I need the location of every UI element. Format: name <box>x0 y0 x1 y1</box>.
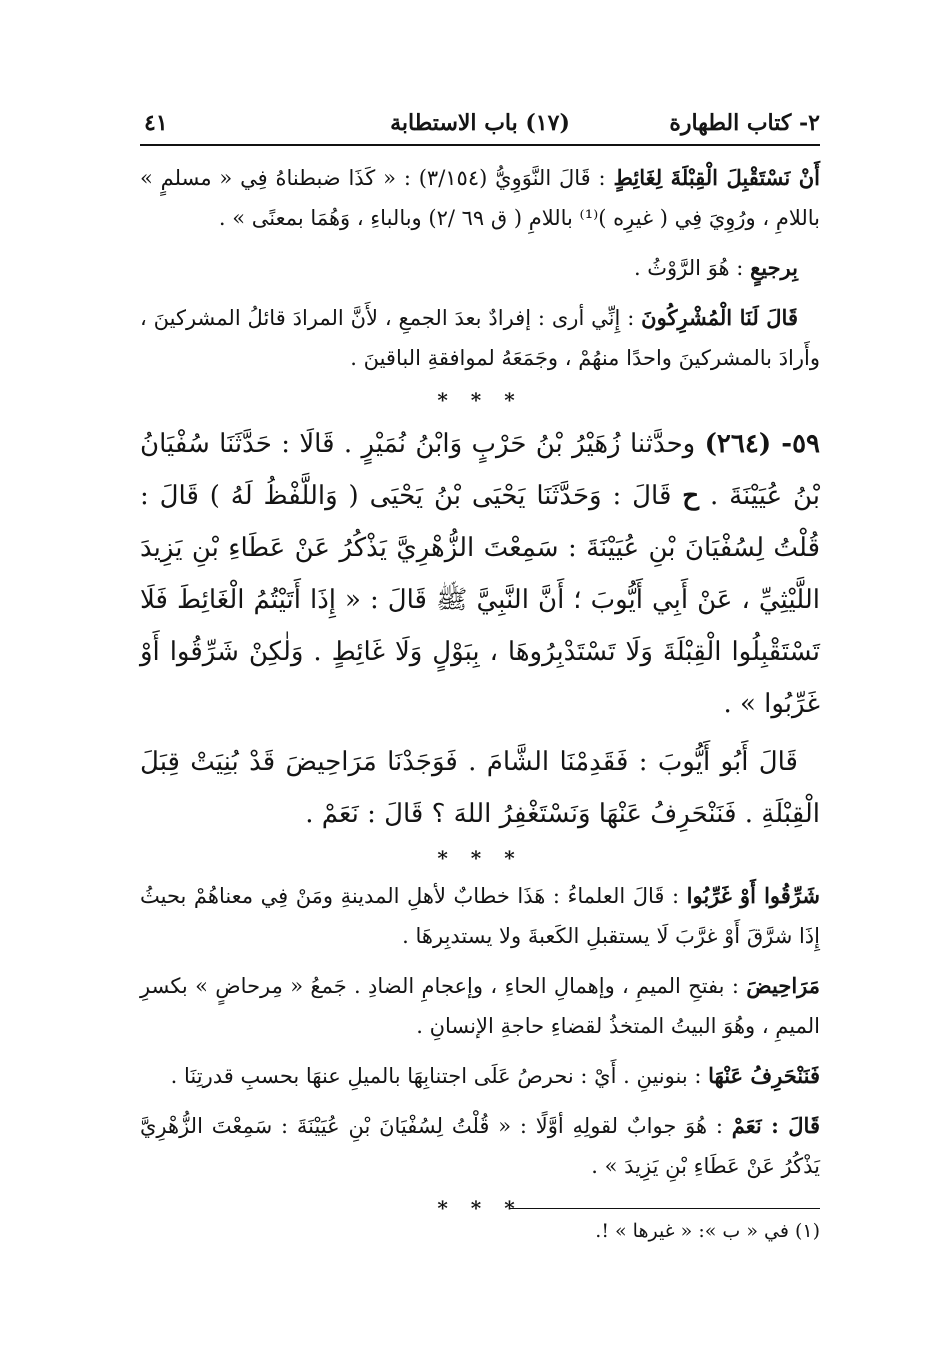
section-separator: * * * <box>437 1196 523 1220</box>
note-text: : قَالَ النَّوَوِيُّ (٣/١٥٤) : « كَذَا ضبطناهُ فِي « مسلمٍ » باللامِ ، ورُوِيَ فِي ( غيرِه )⁽¹⁾ باللامِ ( ق ٦٩ /٢) وبالباءِ ، وَهُمَا بمعنًى » . <box>140 166 820 230</box>
note-paragraph <box>140 158 820 238</box>
footnote: (١) في « ب »: « غيرها » !. <box>595 1220 820 1242</box>
note-lemma: أَنْ نَسْتَقْبِلَ الْقِبْلَةَ لِغَائِطٍ <box>613 165 820 190</box>
hadith-number: ٥٩- (٢٦٤) <box>704 429 820 459</box>
chapter-title: ٢- كتاب الطهارة <box>669 110 820 136</box>
note-text: : إِنِّي أرى : إفرادٌ بعدَ الجمعِ ، لأَنَّ المرادَ قائلُ المشركينَ ، وأَرادَ بالمشركينَ واحدًا منهُمْ ، وجَمَعَهُ لموافقةِ الباقينَ . <box>140 306 820 370</box>
footnote-rule <box>510 1208 820 1209</box>
section-separator: * * * <box>437 846 523 870</box>
note-lemma: بِرجيعٍ <box>750 255 798 280</box>
hadith-text: وحدَّثنا زُهَيْرُ بْنُ حَرْبٍ وَابْنُ نُمَيْرٍ . قَالَا : حَدَّثَنَا سُفْيَانُ بْنُ عُيَيْنَةَ . <box>140 429 821 511</box>
note-text: : هُوَ الرَّوْثُ . <box>633 256 744 280</box>
section-title: (١٧) باب الاستطابة <box>390 110 570 136</box>
page-body <box>140 158 820 1226</box>
note-paragraph <box>140 876 820 956</box>
note-paragraph <box>140 1056 820 1096</box>
note-text: : هُوَ جوابٌ لقولِهِ أوَّلًا : « قُلْتُ لِسُفْيَانَ بْنِ عُيَيْنَةَ : سَمِعْتَ الزُّهْرِيَّ يَذْكُرُ عَنْ عَطَاءِ بْنِ يَزِيدَ » . <box>140 1114 820 1178</box>
note-paragraph <box>140 966 820 1046</box>
note-text: : بنونينِ . أَيْ : نحرصُ عَلَى اجتنابِهَا بالميلِ عنهَا بحسبِ قدرتِنَا . <box>170 1064 702 1088</box>
note-paragraph <box>140 248 820 288</box>
note-lemma: مَرَاحِيضَ <box>746 973 820 998</box>
note-lemma: قَالَ : نَعَمْ <box>731 1113 820 1138</box>
note-lemma: قَالَ لَنَا الْمُشْرِكُونَ <box>641 305 798 330</box>
section-separator: * * * <box>437 388 523 412</box>
page-number: ٤١ <box>144 110 168 136</box>
hadith-paragraph <box>140 418 820 730</box>
tahwil-symbol: ح <box>682 481 700 511</box>
running-header <box>140 100 820 146</box>
note-text: : قَالَ العلماءُ : هَذَا خطابٌ لأهلِ المدينةِ ومَنْ فِي معناهُمْ بحيثُ إِذَا شرَّقَ أَوْ غرَّبَ لَا يستقبلِ الكَعبةَ ولا يستدبِرهَا . <box>140 884 820 948</box>
note-lemma: شَرِّقُوا أَوْ غَرِّبُوا <box>686 883 820 908</box>
book-page <box>140 100 820 1340</box>
note-paragraph <box>140 298 820 378</box>
note-text: : بفتحِ الميمِ ، وإهمالِ الحاءِ ، وإعجامِ الضادِ . جَمعُ « مِرحاضٍ » بكسرِ الميمِ ، وهُوَ البيتُ المتخذُ لقضاءِ حاجةِ الإنسانِ . <box>140 974 820 1038</box>
hadith-paragraph: قَالَ أَبُو أَيُّوبَ : فَقَدِمْنَا الشَّامَ . فَوَجَدْنَا مَرَاحِيضَ قَدْ بُنِيَتْ قِبَلَ الْقِبْلَةِ . فَنَنْحَرِفُ عَنْهَا وَنَسْتَغْفِرُ اللهَ ؟ قَالَ : نَعَمْ . <box>140 747 820 829</box>
note-lemma: فَنَنْحَرِفُ عَنْهَا <box>708 1063 820 1088</box>
hadith-text: قَالَ : وَحَدَّثَنَا يَحْيَى بْنُ يَحْيَى ( وَاللَّفْظُ لَهُ ) قَالَ : قُلْتُ لِسُفْيَانَ بْنِ عُيَيْنَةَ : سَمِعْتَ الزُّهْرِيَّ يَذْكُرُ عَنْ عَطَاءِ بْنِ يَزِيدَ اللَّيْثِيِّ ، عَنْ أَبِي أَيُّوبَ ؛ أَنَّ النَّبِيَّ ﷺ قَالَ : « إِذَا أَتَيْتُمُ الْغَائِطَ فَلَا تَسْتَقْبِلُوا الْقِبْلَةَ وَلَا تَسْتَدْبِرُوهَا ، بِبَوْلٍ وَلَا غَائِطٍ . وَلٰكِنْ شَرِّقُوا أَوْ غَرِّبُوا » . <box>140 481 820 719</box>
note-paragraph <box>140 1106 820 1186</box>
